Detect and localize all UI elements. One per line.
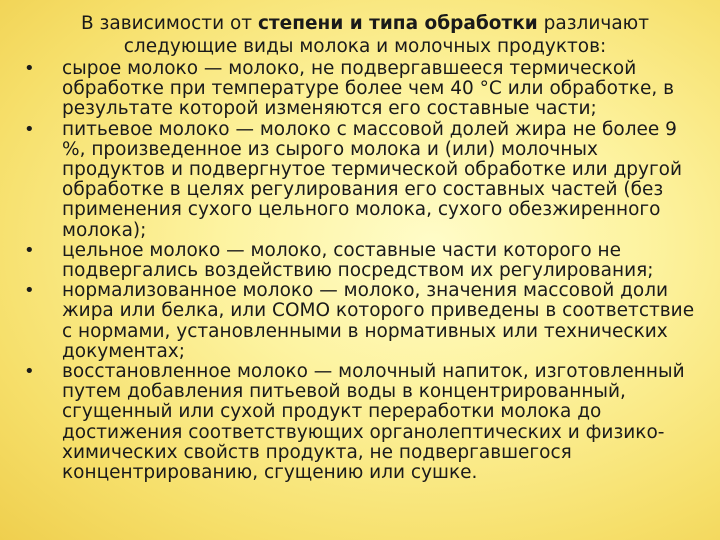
bullet-icon: • <box>24 118 35 140</box>
bullet-icon: • <box>24 361 35 383</box>
list-item-text: сырое молоко — молоко, не подвергавшееся термической обработке при температуре более чем 40 °С или обработке, в результате которой изменяются его составные части; <box>62 58 674 120</box>
list-item <box>22 281 698 362</box>
list-item <box>22 59 698 120</box>
list-item-text: питьевое молоко — молоко с массовой долей жира не более 9 %, произведенное из сырого молока и (или) молочных продуктов и подвергнутое термической обработке или другой обработке в целях регулирования его составных частей (без применения сухого цельного молока, сухого обезжиренного молока); <box>62 118 683 241</box>
intro-text-before: В зависимости от <box>80 13 258 34</box>
list-item-text: восстановленное молоко — молочный напиток, изготовленный путем добавления питьевой воды в концентрированный, сгущенный или сухой продукт переработки молока до достижения соответствующих органолептических и физико-химических свойств продукта, не подвергавшегося концентрированию, сгущению или сушке. <box>62 361 685 484</box>
list-item <box>22 241 698 281</box>
intro-paragraph <box>40 12 690 58</box>
list-item <box>22 362 698 483</box>
bullet-icon: • <box>24 280 35 302</box>
list-item <box>22 120 698 241</box>
list-item-text: нормализованное молоко — молоко, значения массовой доли жира или белка, или СОМО которого приведены в соответствие с нормами, установленными в нормативных или технических документах; <box>62 280 695 362</box>
intro-text-after: различают следующие виды молока и молочных продуктов: <box>123 13 650 57</box>
list-item-text: цельное молоко — молоко, составные части которого не подвергались воздействию посредством их регулирования; <box>62 239 654 282</box>
definitions-list <box>22 59 698 483</box>
intro-highlight: степени и типа обработки <box>257 13 538 34</box>
bullet-icon: • <box>24 58 35 79</box>
bullet-icon: • <box>24 239 35 261</box>
